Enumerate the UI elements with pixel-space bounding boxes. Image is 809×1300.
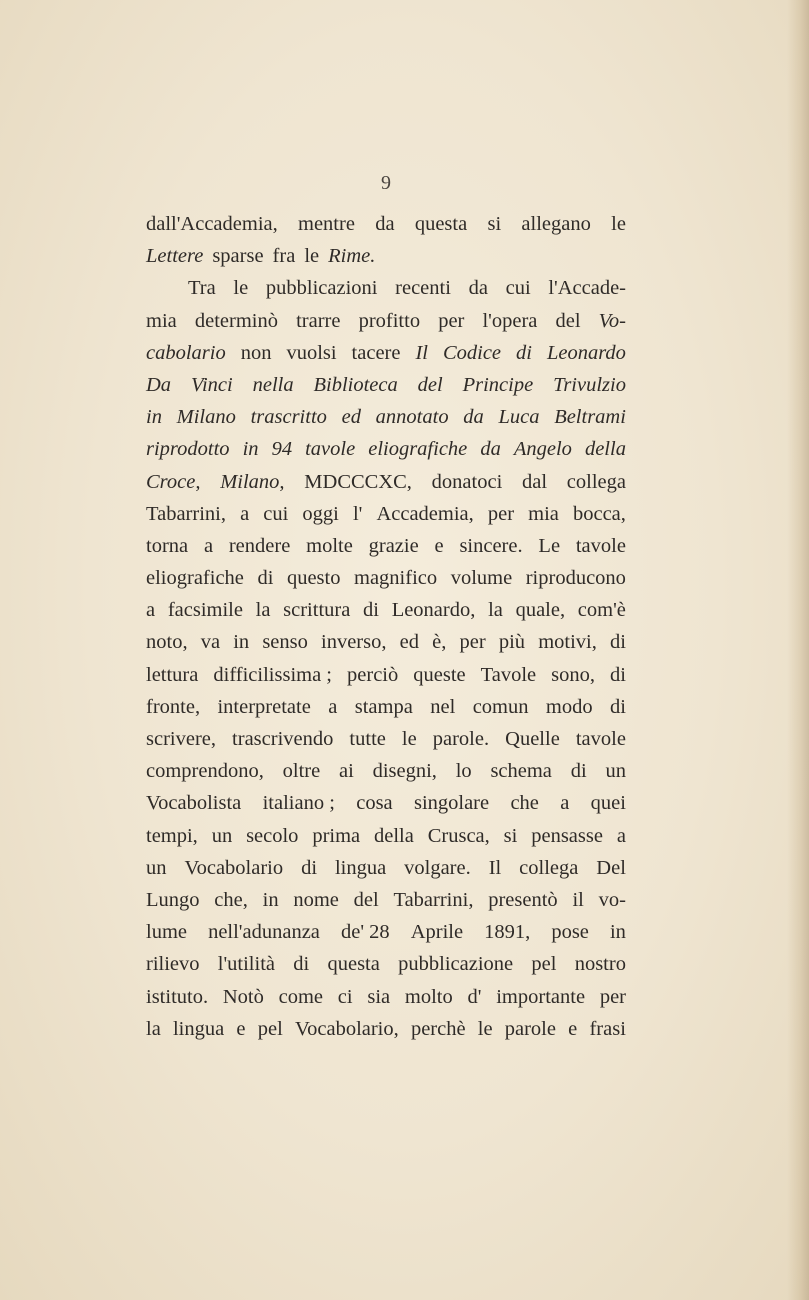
word: profitto (358, 309, 421, 332)
page-edge-shadow (787, 0, 809, 1300)
word: MDCCCXC, (304, 470, 412, 493)
word: donatoci (431, 470, 503, 493)
word: singolare (413, 792, 490, 815)
word: fronte, (146, 695, 201, 718)
word: l'opera (482, 309, 538, 332)
word: e (236, 1017, 246, 1040)
word: cui (505, 277, 531, 300)
word: che (510, 792, 539, 815)
text-line (146, 305, 626, 337)
word: Tra (188, 277, 216, 300)
word: Trivulzio (553, 373, 626, 396)
word: le (611, 213, 626, 235)
word: in (262, 888, 279, 911)
word: nella (252, 373, 294, 396)
word: a (146, 599, 156, 622)
text-line (146, 1013, 626, 1045)
word: l'utilità (217, 953, 275, 976)
word: molto (404, 985, 453, 1008)
word: sincere. (459, 534, 523, 557)
word: Accademia, (376, 502, 474, 525)
word: mentre (298, 213, 355, 235)
word: in (609, 921, 626, 944)
word: determinò (194, 309, 278, 332)
word: che, (214, 888, 248, 911)
text-line (146, 723, 626, 755)
word: tavole (305, 438, 356, 461)
word: collega (566, 470, 626, 493)
word: in (242, 438, 259, 461)
word: Tabarrini, (146, 502, 226, 525)
word: torna (146, 534, 189, 557)
text-line (146, 755, 626, 787)
word: Vo- (598, 309, 626, 332)
word: la (488, 599, 503, 622)
word: di (610, 631, 626, 654)
text-line (146, 337, 626, 369)
word: Aprile (410, 921, 464, 944)
word: Tabarrini, (393, 888, 474, 911)
word: Biblioteca (313, 373, 398, 396)
word: presentò (488, 888, 558, 911)
word: della (584, 438, 626, 461)
body-text (146, 208, 626, 1045)
word: Milano, (220, 470, 285, 493)
word: lingua (172, 1017, 225, 1040)
text-line (146, 691, 626, 723)
word: va (200, 631, 221, 654)
word: comun (472, 695, 529, 718)
text-line (146, 530, 626, 562)
word: volume (450, 567, 513, 590)
word: questa (414, 213, 468, 235)
word: da (480, 438, 501, 461)
word: Angelo (513, 438, 572, 461)
word: allegano (521, 213, 591, 235)
word: schema (490, 760, 552, 783)
word: la (255, 599, 271, 622)
word: lingua (334, 856, 387, 879)
word: 94 (271, 438, 293, 461)
word: a (560, 792, 570, 815)
word: Croce, (146, 470, 201, 493)
word: quei (590, 792, 626, 815)
word: Notò (222, 985, 264, 1008)
word: a (616, 824, 626, 847)
word: sono, (551, 663, 595, 686)
word: si (503, 824, 518, 847)
word: si (487, 213, 502, 235)
word: d' (467, 985, 482, 1008)
word: riproducono (525, 567, 626, 590)
word: recenti (395, 277, 451, 300)
word: oggi (302, 502, 339, 525)
word: cabolario (146, 341, 226, 364)
word: di (363, 599, 379, 622)
word: nell'adunanza (208, 921, 320, 944)
word: del (353, 888, 379, 911)
word: noto, (146, 631, 188, 654)
text-line (146, 208, 626, 240)
word: perciò (347, 663, 399, 686)
word: più (498, 631, 526, 654)
word: l' (352, 502, 363, 525)
word: lettura (146, 663, 199, 686)
word: inverso, (321, 631, 387, 654)
word: tavole (575, 728, 626, 750)
word: pensasse (531, 824, 603, 847)
text-line (146, 272, 626, 304)
word: lume (146, 921, 187, 944)
word: pel (531, 953, 557, 976)
word: modo (545, 695, 593, 718)
word: di (293, 953, 310, 976)
word: rendere (228, 534, 291, 557)
page-number: 9 (381, 172, 391, 194)
word: ed (341, 406, 361, 429)
word: l'Accade- (548, 277, 626, 300)
word: secolo (246, 824, 299, 847)
word: volgare. (404, 856, 471, 879)
word: di (301, 856, 318, 879)
word: ci (337, 985, 353, 1008)
word: Leonardo (546, 341, 626, 364)
word: da (468, 277, 488, 300)
word: tempi, (146, 824, 198, 847)
word: italiano ; (262, 792, 335, 815)
word: nostro (574, 953, 626, 976)
word: cosa (356, 792, 393, 815)
text-line (146, 466, 626, 498)
word: difficilissima ; (213, 663, 333, 686)
word: Da (146, 373, 172, 396)
word: sia (367, 985, 391, 1008)
text-line (146, 498, 626, 530)
word: oltre (282, 760, 321, 783)
word: la (146, 1017, 161, 1040)
text-line (146, 626, 626, 658)
word: riprodotto (146, 438, 230, 461)
word: pubblicazione (398, 953, 514, 976)
word: vo- (598, 888, 626, 911)
word: Quelle (505, 728, 560, 750)
word: del (417, 373, 443, 396)
text-line (146, 433, 626, 465)
word: Codice (442, 341, 502, 364)
word: un (211, 824, 233, 847)
text-line (146, 948, 626, 980)
word: per (487, 502, 515, 525)
word: senso (262, 631, 308, 654)
word: Vinci (190, 373, 233, 396)
word: parole (504, 1017, 556, 1040)
word: per (459, 631, 486, 654)
word: trarre (296, 309, 341, 332)
text-line (146, 562, 626, 594)
word: Beltrami (554, 406, 626, 429)
word: pose (551, 921, 589, 944)
text-line (146, 852, 626, 884)
word: cui (263, 502, 289, 525)
word: del (555, 309, 581, 332)
word: magnifico (354, 567, 438, 590)
word: grazie (368, 534, 419, 557)
word: Rime. (328, 245, 376, 268)
word: 1891, (484, 921, 531, 944)
word: stampa (354, 695, 413, 718)
word: le (233, 277, 249, 300)
word: perchè (410, 1017, 466, 1040)
word: collega (519, 856, 579, 879)
text-line (146, 369, 626, 401)
word: rilievo (146, 953, 200, 976)
word: per (599, 985, 626, 1008)
word: le (401, 728, 417, 750)
word: fra (272, 245, 296, 268)
word: eliografiche (368, 438, 468, 461)
word: di (609, 663, 626, 686)
word: dal (522, 470, 548, 493)
word: Principe (462, 373, 534, 396)
word: questo (286, 567, 341, 590)
word: Vocabolario (184, 856, 284, 879)
word: Milano (176, 406, 236, 429)
word: vuolsi (286, 341, 337, 364)
word: Il (415, 341, 428, 364)
word: della (374, 824, 414, 847)
word: Il (488, 856, 502, 879)
word: scrittura (283, 599, 351, 622)
word: quale, (515, 599, 566, 622)
word: trascritto (250, 406, 327, 429)
word: Leonardo, (391, 599, 476, 622)
word: de' 28 (340, 921, 390, 944)
word: per (438, 309, 465, 332)
word: le (477, 1017, 493, 1040)
word: lo (455, 760, 472, 783)
word: a (328, 695, 338, 718)
text-line (146, 787, 626, 819)
word: trascrivendo (232, 728, 334, 750)
word: istituto. (146, 985, 209, 1008)
word: interpretate (217, 695, 311, 718)
word: e (568, 1017, 578, 1040)
word: un (605, 760, 626, 783)
word: nel (430, 695, 456, 718)
word: pel (257, 1017, 283, 1040)
word: e (434, 534, 444, 557)
text-line (146, 916, 626, 948)
word: molte (306, 534, 353, 557)
text-line (146, 594, 626, 626)
word: Del (596, 856, 626, 879)
word: mia (146, 309, 177, 332)
text-line (146, 401, 626, 433)
word: mia (528, 502, 559, 525)
word: non (240, 341, 272, 364)
word: motivi, (538, 631, 597, 654)
word: prima (312, 824, 361, 847)
word: è, (432, 631, 447, 654)
word: Vocabolario, (294, 1017, 399, 1040)
word: bocca, (572, 502, 626, 525)
word: da (463, 406, 484, 429)
word: Vocabolista (146, 792, 242, 815)
word: com'è (577, 599, 626, 622)
text-line (146, 659, 626, 691)
word: nome (293, 888, 339, 911)
word: di (570, 760, 587, 783)
word: di (257, 567, 274, 590)
word: sparse (212, 245, 264, 268)
word: dall'Accademia, (146, 213, 278, 235)
word: queste (413, 663, 466, 686)
word: Crusca, (427, 824, 490, 847)
word: a (203, 534, 214, 557)
word: tacere (351, 341, 401, 364)
word: Luca (498, 406, 540, 429)
word: tutte (349, 728, 386, 750)
word: le (304, 245, 320, 268)
word: facsimile (167, 599, 243, 622)
word: in (146, 406, 162, 429)
word: di (610, 695, 626, 718)
word: comprendono, (146, 760, 264, 783)
word: di (516, 341, 532, 364)
word: Lettere (146, 245, 204, 268)
text-line (146, 981, 626, 1013)
word: ai (339, 760, 354, 783)
word: ed (399, 631, 419, 654)
word: un (146, 856, 167, 879)
word: questa (327, 953, 380, 976)
word: Tavole (480, 663, 537, 686)
text-line (146, 240, 626, 272)
word: parole. (432, 728, 490, 750)
word: da (375, 213, 395, 235)
word: come (278, 985, 324, 1008)
word: frasi (589, 1017, 626, 1040)
word: il (572, 888, 584, 911)
word: annotato (375, 406, 449, 429)
text-line (146, 884, 626, 916)
word: in (233, 631, 250, 654)
word: Lungo (146, 888, 200, 911)
text-line (146, 820, 626, 852)
word: pubblicazioni (265, 277, 378, 300)
word: a (240, 502, 250, 525)
word: importante (496, 985, 586, 1008)
word: tavole (575, 534, 626, 557)
word: eliografiche (146, 567, 244, 590)
word: Le (538, 534, 561, 557)
word: scrivere, (146, 728, 216, 750)
word: disegni, (372, 760, 437, 783)
